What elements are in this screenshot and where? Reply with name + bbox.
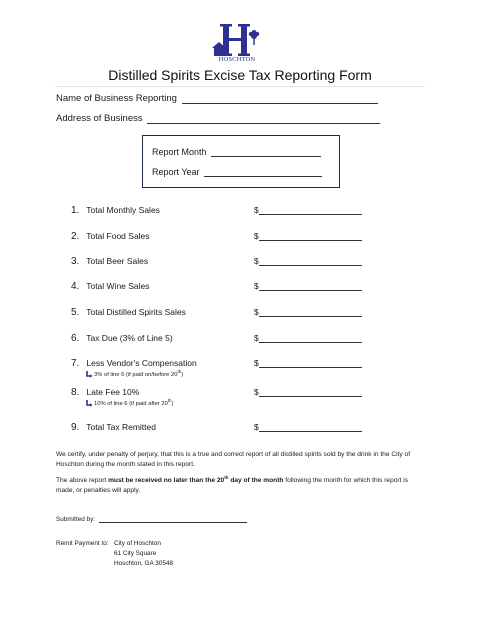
line-amount-7	[254, 358, 362, 368]
dollar-sign: $	[254, 387, 259, 397]
deadline-post: following the month for which this report is made, or penalties will apply.	[56, 477, 409, 495]
title-divider	[55, 86, 425, 87]
deadline-text	[56, 473, 426, 496]
report-year-field[interactable]	[204, 167, 322, 177]
business-name-field[interactable]	[182, 94, 378, 104]
certification-text: We certify, under penalty of perjury, that this is a true and correct report of all distilled spirits sold by the drink in the City of Hoschton during the month stated in this report.	[56, 451, 411, 468]
line-8-note-close: )	[171, 400, 174, 407]
deadline-pre: The above report	[56, 477, 109, 485]
line-item-3	[71, 256, 148, 267]
dollar-sign: $	[254, 333, 259, 343]
dollar-sign: $	[254, 281, 259, 291]
report-month-label: Report Month	[152, 147, 207, 157]
dollar-sign: $	[254, 422, 259, 432]
line-number: 4.	[71, 281, 80, 292]
report-year-label: Report Year	[152, 167, 200, 177]
line-amount-6	[254, 333, 362, 343]
amount-field-6[interactable]	[259, 333, 362, 343]
line-7-note	[86, 369, 183, 378]
line-label: Less Vendor's Compensation	[86, 358, 197, 368]
line-item-5	[71, 307, 186, 318]
amount-field-3[interactable]	[259, 256, 362, 266]
remit-name: City of Hoschton	[114, 540, 161, 547]
submitted-by-label: Submitted by:	[56, 516, 96, 523]
line-item-8	[71, 387, 139, 398]
report-month-field[interactable]	[211, 147, 321, 157]
line-amount-3	[254, 256, 362, 266]
dollar-sign: $	[254, 205, 259, 215]
line-7-note-text: 3% of line 6 (if paid on/before 20	[94, 371, 178, 378]
line-8-note	[86, 398, 174, 407]
line-item-1	[71, 205, 160, 216]
line-amount-9	[254, 422, 362, 432]
line-number: 2.	[71, 231, 80, 242]
line-amount-2	[254, 231, 362, 241]
line-item-4	[71, 281, 150, 292]
dollar-sign: $	[254, 358, 259, 368]
amount-field-5[interactable]	[259, 307, 362, 317]
submitted-by-field[interactable]	[99, 515, 247, 523]
line-number: 9.	[71, 422, 80, 433]
remit-label: Remit Payment to:	[56, 540, 109, 547]
line-label: Total Wine Sales	[86, 281, 150, 291]
line-number: 1.	[71, 205, 80, 216]
amount-field-4[interactable]	[259, 281, 362, 291]
amount-field-9[interactable]	[259, 422, 362, 432]
deadline-bold-1: must be received no later than the 20	[108, 477, 225, 485]
line-8-note-text: 10% of line 6 (if paid after 20	[94, 400, 168, 407]
line-amount-1	[254, 205, 362, 215]
submitted-by-row	[56, 515, 247, 523]
line-item-7	[71, 358, 197, 369]
line-amount-4	[254, 281, 362, 291]
line-item-6	[71, 333, 173, 344]
arrow-return-icon	[86, 400, 93, 407]
amount-field-7[interactable]	[259, 358, 362, 368]
line-label: Late Fee 10%	[86, 387, 140, 397]
business-address-row	[56, 113, 380, 124]
superscript-th: th	[177, 369, 182, 374]
report-month-row	[152, 147, 321, 157]
line-amount-5	[254, 307, 362, 317]
business-name-label: Name of Business Reporting	[56, 93, 177, 104]
business-name-row	[56, 93, 378, 104]
amount-field-8[interactable]	[259, 387, 362, 397]
page-title: Distilled Spirits Excise Tax Reporting Form	[108, 67, 372, 83]
business-address-field[interactable]	[147, 114, 380, 124]
remit-street: 61 City Square	[114, 550, 157, 557]
line-number: 3.	[71, 256, 80, 267]
dollar-sign: $	[254, 256, 259, 266]
line-number: 6.	[71, 333, 80, 344]
line-item-9	[71, 422, 156, 433]
line-amount-8	[254, 387, 362, 397]
line-label: Total Distilled Spirits Sales	[86, 307, 186, 317]
line-label: Total Beer Sales	[86, 256, 149, 266]
deadline-superscript: th	[224, 475, 229, 480]
line-number: 5.	[71, 307, 80, 318]
line-label: Total Food Sales	[86, 231, 150, 241]
superscript-th: th	[167, 398, 172, 403]
arrow-return-icon	[86, 371, 93, 378]
line-number: 8.	[71, 387, 80, 398]
report-year-row	[152, 167, 322, 177]
dollar-sign: $	[254, 231, 259, 241]
logo-text: HOSCHTON	[218, 56, 256, 63]
amount-field-2[interactable]	[259, 231, 362, 241]
line-number: 7.	[71, 358, 80, 369]
line-item-2	[71, 231, 150, 242]
remit-city: Hoschton, GA 30548	[114, 560, 173, 567]
deadline-bold-2: day of the month	[228, 477, 284, 485]
line-label: Total Monthly Sales	[86, 205, 160, 215]
line-label: Total Tax Remitted	[86, 422, 156, 432]
line-7-note-close: )	[181, 371, 184, 378]
amount-field-1[interactable]	[259, 205, 362, 215]
business-address-label: Address of Business	[56, 113, 143, 124]
line-label: Tax Due (3% of Line 5)	[86, 333, 173, 343]
dollar-sign: $	[254, 307, 259, 317]
report-period-box	[142, 135, 340, 188]
